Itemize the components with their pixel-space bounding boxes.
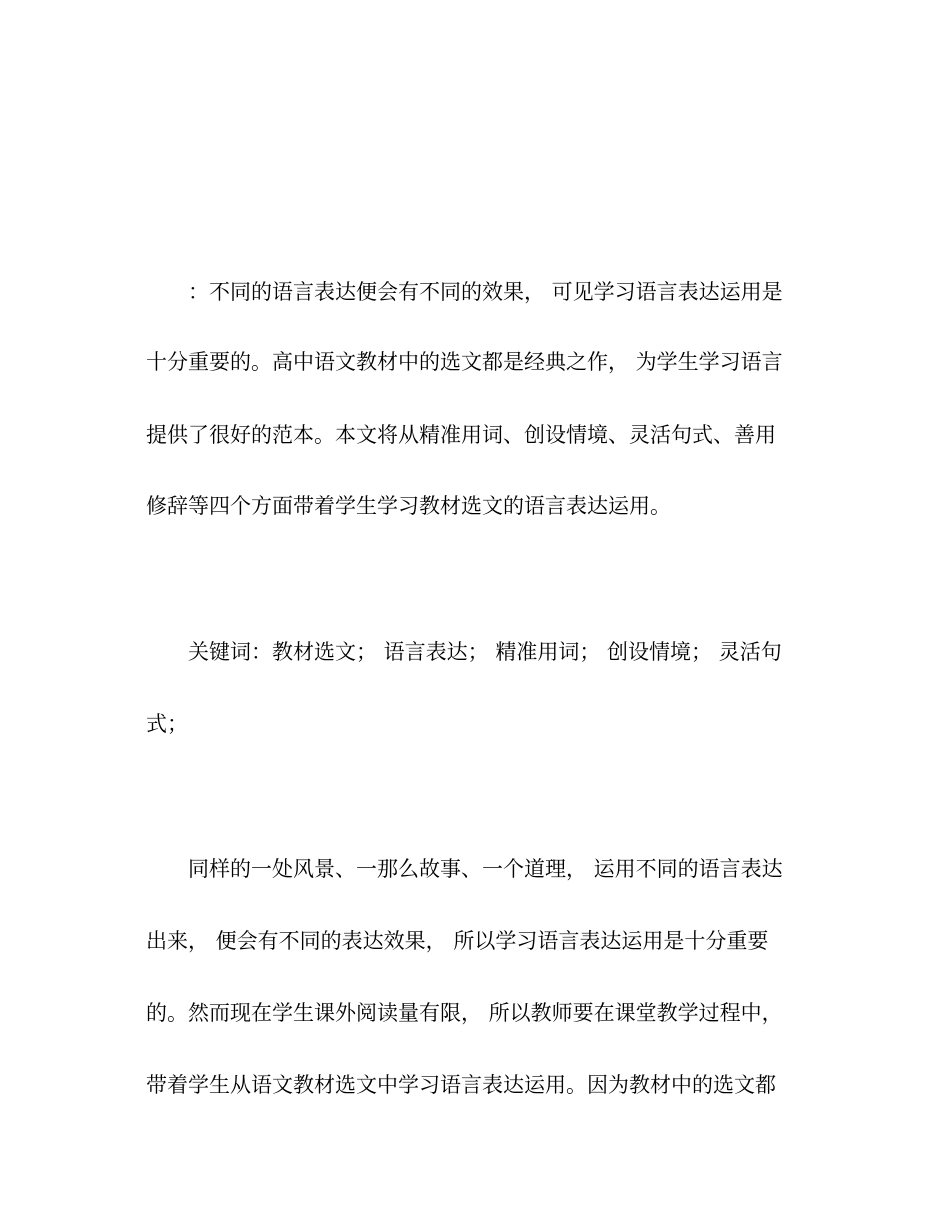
body-line: 出来， 便会有不同的表达效果， 所以学习语言表达运用是十分重要 [146, 929, 769, 953]
body-line: 的。然而现在学生课外阅读量有限， 所以教师要在课堂教学过程中， [146, 1001, 783, 1025]
keywords-line: 式； [146, 712, 188, 736]
body-line: 带着学生从语文教材选文中学习语言表达运用。因为教材中的选文都 [146, 1073, 776, 1097]
abstract-line: 十分重要的。高中语文教材中的选文都是经典之作， 为学生学习语言 [146, 350, 783, 374]
abstract-line: ：不同的语言表达便会有不同的效果， 可见学习语言表达运用是 [188, 280, 783, 304]
abstract-line: 修辞等四个方面带着学生学习教材选文的语言表达运用。 [146, 494, 671, 518]
keywords-line: 关键词：教材选文； 语言表达； 精准用词； 创设情境； 灵活句 [188, 640, 782, 664]
abstract-line: 提供了很好的范本。本文将从精准用词、创设情境、灵活句式、善用 [146, 423, 776, 447]
body-line: 同样的一处风景、一那么故事、一个道理， 运用不同的语言表达 [188, 857, 783, 881]
